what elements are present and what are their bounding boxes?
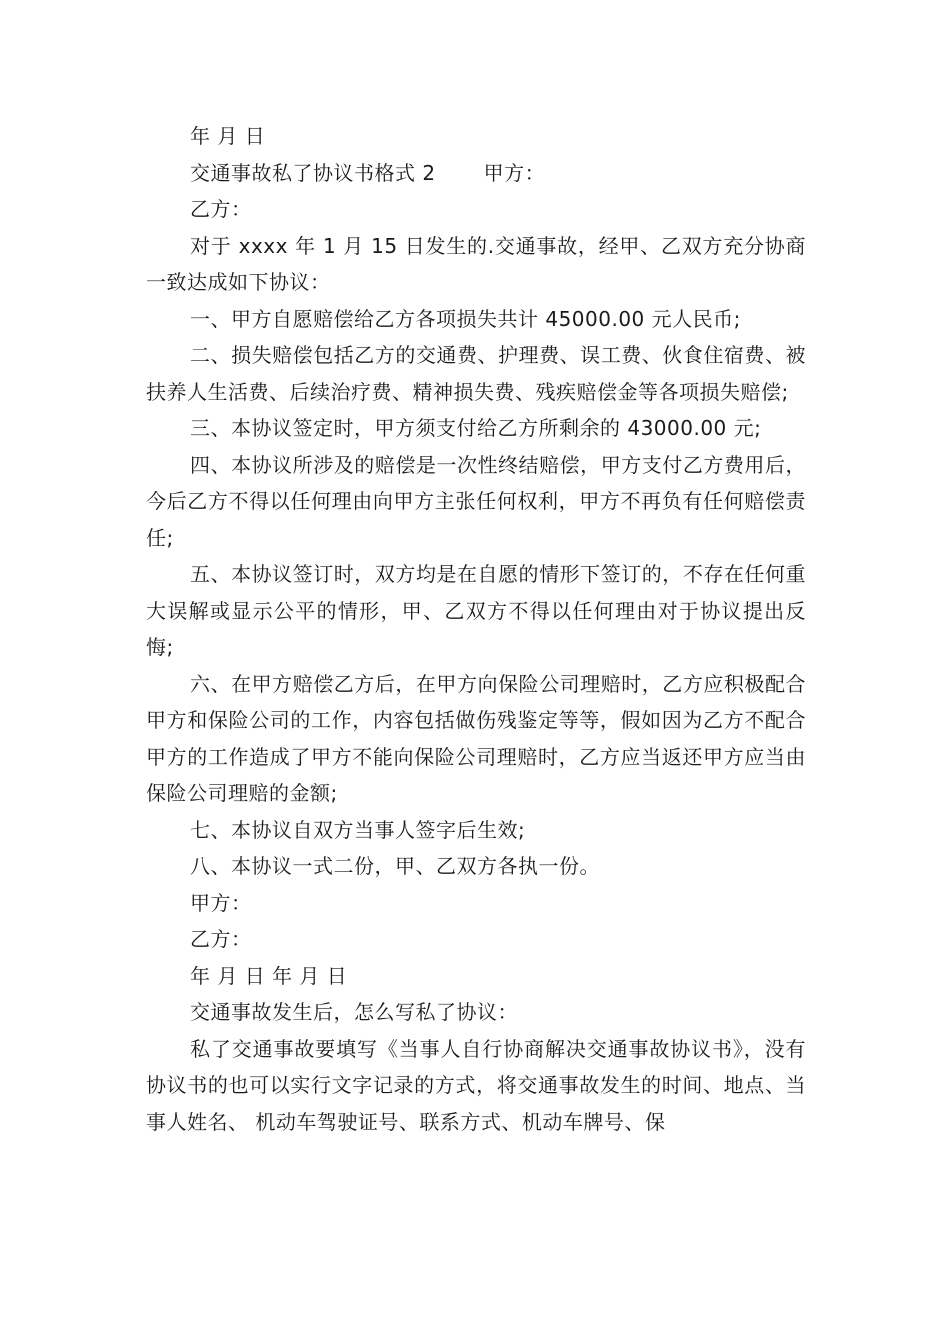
format-title-line (146, 155, 806, 192)
clause-5: 五、本协议签订时，双方均是在自愿的情形下签订的，不存在任何重大误解或显示公平的情形，甲、乙双方不得以任何理由对于协议提出反悔; (146, 562, 806, 659)
clause-4: 四、本协议所涉及的赔偿是一次性终结赔偿，甲方支付乙方费用后，今后乙方不得以任何理由向甲方主张任何权利，甲方不再负有任何赔偿责任; (146, 452, 806, 550)
clause-1: 一、甲方自愿赔偿给乙方各项损失共计 45000.00 元人民币; (190, 306, 741, 331)
party-b-signature-label: 乙方： (190, 927, 252, 951)
document-body (146, 118, 806, 1140)
party-a-signature-label: 甲方： (190, 890, 252, 915)
clause-7: 七、本协议自双方当事人签字后生效; (190, 817, 526, 842)
clause-3: 三、本协议签定时，甲方须支付给乙方所剩余的 43000.00 元; (190, 416, 762, 440)
clause-2: 二、损失赔偿包括乙方的交通费、护理费、误工费、伙食住宿费、被扶养人生活费、后续治疗费、精神损失费、残疾赔偿金等各项损失赔偿; (146, 343, 806, 404)
party-a-label: 甲方： (483, 160, 546, 185)
party-b-label: 乙方： (190, 197, 252, 221)
how-to-paragraph: 私了交通事故要填写《当事人自行协商解决交通事故协议书》，没有协议书的也可以实行文字记录的方式，将交通事故发生的时间、地点、当事人姓名、 机动车驾驶证号、联系方式、机动车牌号、保 (146, 1036, 806, 1134)
signature-date-line: 年 月 日 年 月 日 (190, 963, 348, 988)
clause-8: 八、本协议一式二份，甲、乙双方各执一份。 (190, 854, 600, 878)
how-to-heading: 交通事故发生后，怎么写私了协议： (190, 1000, 518, 1024)
date-line: 年 月 日 (190, 124, 266, 148)
format-title: 交通事故私了协议书格式 2 (190, 160, 436, 185)
clause-6: 六、在甲方赔偿乙方后，在甲方向保险公司理赔时，乙方应积极配合甲方和保险公司的工作，内容包括做伤残鉴定等等，假如因为乙方不配合甲方的工作造成了甲方不能向保险公司理赔时，乙方应当返还甲方应当由保险公司理赔的金额; (146, 671, 806, 805)
intro-paragraph: 对于 xxxx 年 1 月 15 日发生的.交通事故，经甲、乙双方充分协商一致达成如下协议： (146, 233, 806, 294)
